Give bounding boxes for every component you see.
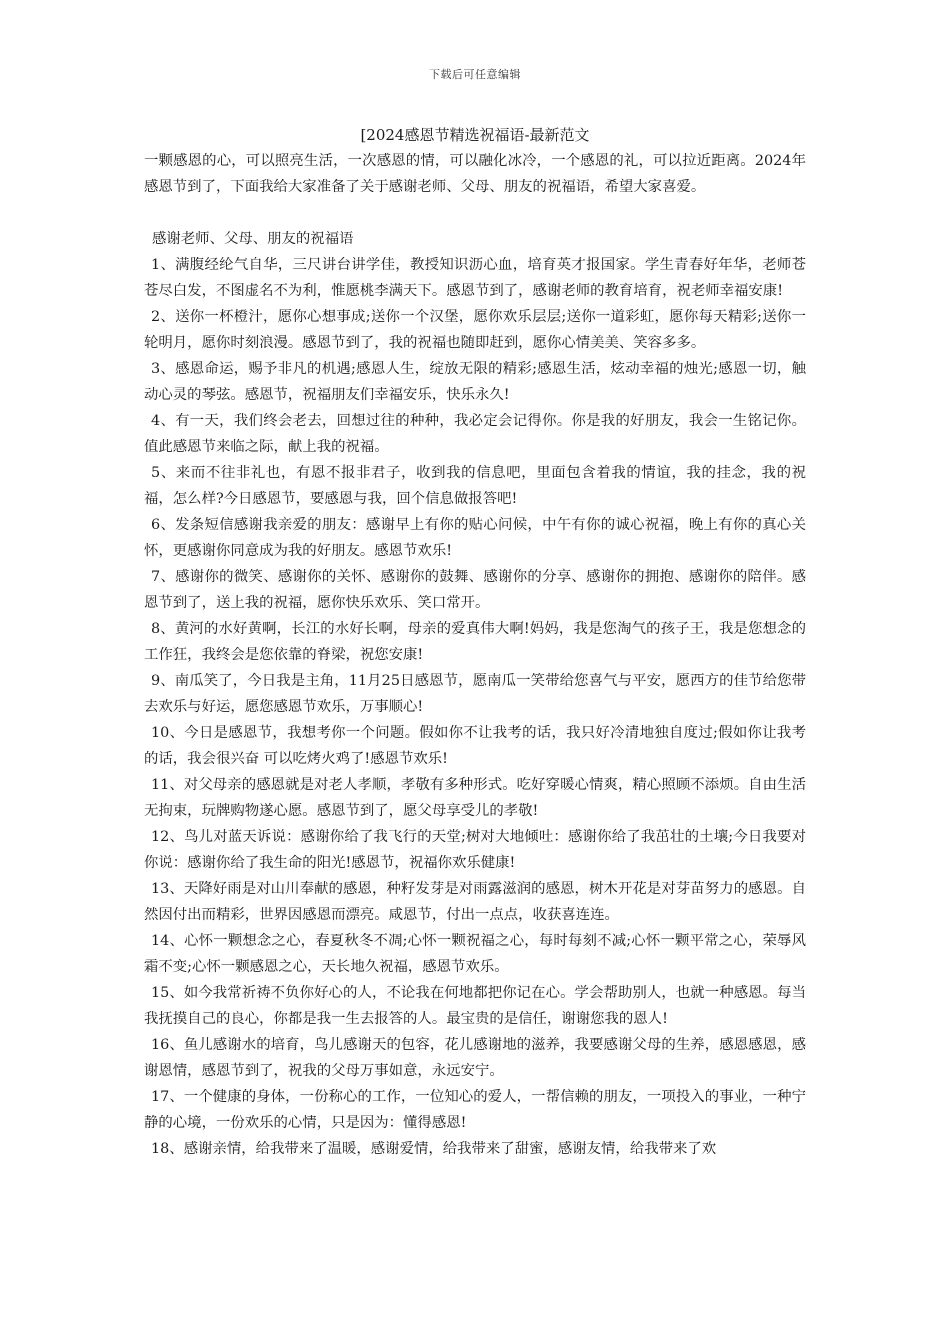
list-item: 3、感恩命运，赐予非凡的机遇;感恩人生，绽放无限的精彩;感恩生活，炫动幸福的烛光;感恩一切，触动心灵的琴弦。感恩节，祝福朋友们幸福安乐，快乐永久! [144,361,806,403]
header-note: 下载后可任意编辑 [429,68,521,81]
list-item: 17、一个健康的身体，一份称心的工作，一位知心的爱人，一帮信赖的朋友，一项投入的事业，一种宁静的心境，一份欢乐的心情，只是因为：懂得感恩! [144,1089,806,1131]
list-item: 9、南瓜笑了，今日我是主角，11月25日感恩节，愿南瓜一笑带给您喜气与平安，愿西方的佳节给您带去欢乐与好运，愿您感恩节欢乐，万事顺心! [144,673,806,715]
list-item: 15、如今我常祈祷不负你好心的人，不论我在何地都把你记在心。学会帮助别人，也就一种感恩。每当我抚摸自己的良心，你都是我一生去报答的人。最宝贵的是信任，谢谢您我的恩人! [144,985,806,1027]
paragraph-spacer [144,200,806,226]
document-title: [2024感恩节精选祝福语-最新范文 [360,126,590,144]
list-item: 16、鱼儿感谢水的培育，鸟儿感谢天的包容，花儿感谢地的滋养，我要感谢父母的生养，感恩感恩，感谢恩情，感恩节到了，祝我的父母万事如意，永远安宁。 [144,1037,806,1079]
list-item: 10、今日是感恩节，我想考你一个问题。假如你不让我考的话，我只好冷清地独自度过;假如你让我考的话，我会很兴奋 可以吃烤火鸡了!感恩节欢乐! [144,725,806,767]
list-item: 2、送你一杯橙汁，愿你心想事成;送你一个汉堡，愿你欢乐层层;送你一道彩虹，愿你每天精彩;送你一轮明月，愿你时刻浪漫。感恩节到了，我的祝福也随即赶到，愿你心情美美、笑容多多。 [144,309,806,351]
list-item: 1、满腹经纶气自华，三尺讲台讲学佳，教授知识沥心血，培育英才报国家。学生青春好年华，老师苍苍尽白发，不图虚名不为利，惟愿桃李满天下。感恩节到了，感谢老师的教育培育，祝老师幸福安康! [144,257,806,299]
list-item: 18、感谢亲情，给我带来了温暖，感谢爱情，给我带来了甜蜜，感谢友情，给我带来了欢 [151,1141,717,1157]
list-item: 5、来而不往非礼也，有恩不报非君子，收到我的信息吧，里面包含着我的情谊，我的挂念，我的祝福，怎么样?今日感恩节，要感恩与我，回个信息做报答吧! [144,465,806,507]
list-item: 6、发条短信感谢我亲爱的朋友：感谢早上有你的贴心问候，中午有你的诚心祝福，晚上有你的真心关怀，更感谢你同意成为我的好朋友。感恩节欢乐! [144,517,806,559]
section-heading: 感谢老师、父母、朋友的祝福语 [152,231,354,247]
list-item: 7、感谢你的微笑、感谢你的关怀、感谢你的鼓舞、感谢你的分享、感谢你的拥抱、感谢你的陪伴。感恩节到了，送上我的祝福，愿你快乐欢乐、笑口常开。 [144,569,806,611]
list-item: 4、有一天，我们终会老去，回想过往的种种，我必定会记得你。你是我的好朋友，我会一生铭记你。值此感恩节来临之际，献上我的祝福。 [144,413,806,455]
list-item: 8、黄河的水好黄啊，长江的水好长啊，母亲的爱真伟大啊!妈妈，我是您淘气的孩子王，我是您想念的工作狂，我终会是您依靠的脊梁，祝您安康! [144,621,806,663]
document-body [144,148,806,1162]
intro-paragraph: 一颗感恩的心，可以照亮生活，一次感恩的情，可以融化冰冷，一个感恩的礼，可以拉近距离。2024年感恩节到了，下面我给大家准备了关于感谢老师、父母、朋友的祝福语，希望大家喜爱。 [144,153,806,195]
list-item: 11、对父母亲的感恩就是对老人孝顺，孝敬有多种形式。吃好穿暖心情爽，精心照顾不添烦。自由生活无拘束，玩牌购物遂心愿。感恩节到了，愿父母享受儿的孝敬! [144,777,806,819]
list-item: 12、鸟儿对蓝天诉说：感谢你给了我飞行的天堂;树对大地倾吐：感谢你给了我茁壮的土壤;今日我要对你说：感谢你给了我生命的阳光!感恩节，祝福你欢乐健康! [144,829,806,871]
list-item: 13、天降好雨是对山川奉献的感恩，种籽发芽是对雨露滋润的感恩，树木开花是对芽苗努力的感恩。自然因付出而精彩，世界因感恩而漂亮。咸恩节，付出一点点，收获喜连连。 [144,881,806,923]
list-item: 14、心怀一颗想念之心，春夏秋冬不凋;心怀一颗祝福之心，每时每刻不减;心怀一颗平常之心，荣辱风霜不变;心怀一颗感恩之心，天长地久祝福，感恩节欢乐。 [144,933,806,975]
